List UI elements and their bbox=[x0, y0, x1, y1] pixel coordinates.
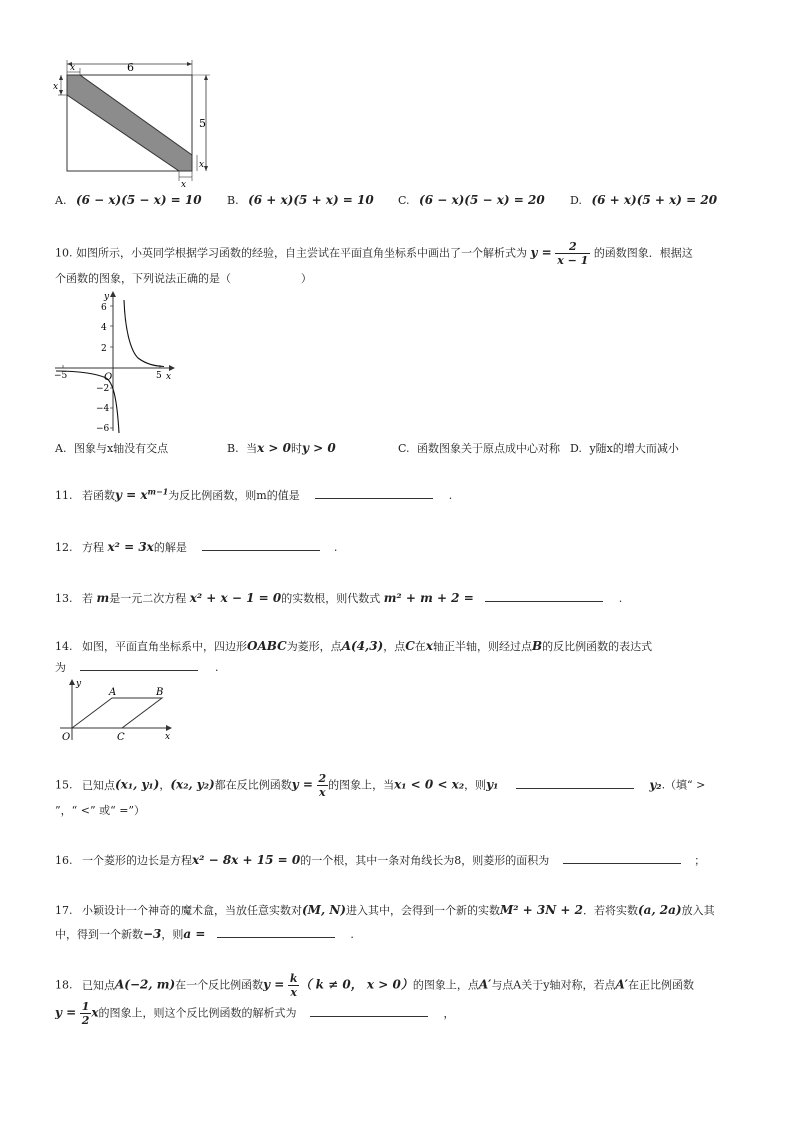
fraction: $\frac{k}{x}$ bbox=[289, 972, 298, 999]
option-text: 时 bbox=[291, 442, 303, 455]
formula: (a, 2a) bbox=[638, 903, 682, 917]
point-o-label: O bbox=[62, 732, 71, 743]
question-text: 轴正半轴，则经过点 bbox=[432, 640, 532, 653]
q15-line2: ”，“ <” 或“ =”） bbox=[55, 804, 146, 817]
label-x-top: x bbox=[70, 63, 76, 73]
period: . bbox=[448, 489, 453, 502]
formula: y₂ bbox=[649, 777, 662, 792]
q17-line1 bbox=[55, 902, 715, 918]
q14-line2 bbox=[55, 658, 219, 675]
q13 bbox=[55, 589, 622, 606]
question-text: .（填“ > bbox=[661, 778, 706, 792]
formula: A′ bbox=[615, 977, 628, 992]
q16 bbox=[55, 851, 705, 868]
period: . bbox=[350, 928, 354, 941]
formula: (M, N) bbox=[302, 903, 346, 917]
formula: m² + m + 2 = bbox=[383, 591, 474, 605]
period: . bbox=[618, 592, 623, 605]
question-text: 的函数图象．根据这 bbox=[593, 246, 693, 260]
q9-option-d[interactable] bbox=[570, 193, 717, 207]
question-text: 为菱形，点 bbox=[286, 640, 342, 653]
question-text: 放入其 bbox=[681, 904, 715, 917]
q14-rhombus-figure bbox=[55, 676, 180, 744]
x-axis-label: x bbox=[166, 372, 172, 382]
period: ， bbox=[443, 1006, 455, 1020]
curve-right-branch bbox=[124, 300, 164, 367]
formula: y = x bbox=[115, 488, 148, 502]
question-number: 16. bbox=[55, 854, 73, 867]
fraction: $\frac{2}{x}$ bbox=[318, 772, 327, 799]
formula: y = bbox=[55, 1005, 77, 1020]
question-text: 为 bbox=[55, 661, 66, 674]
q15-line1 bbox=[55, 772, 705, 799]
label-x-bottom: x bbox=[181, 180, 187, 190]
formula: m bbox=[96, 591, 110, 605]
option-expr: (6 − x)(5 − x) = 10 bbox=[75, 193, 202, 207]
answer-blank[interactable] bbox=[516, 776, 634, 789]
y-axis-label: y bbox=[76, 679, 82, 689]
y-tick: 4 bbox=[101, 323, 107, 333]
y-axis-label: y bbox=[104, 292, 110, 302]
y-tick: −6 bbox=[96, 424, 110, 434]
option-expr: (6 − x)(5 − x) = 20 bbox=[419, 193, 545, 207]
question-text: 的图象上，则这个反比例函数的解析式为 bbox=[98, 1006, 297, 1020]
q9-option-b[interactable] bbox=[227, 193, 374, 207]
option-letter: B. bbox=[227, 442, 239, 455]
option-letter: C. bbox=[398, 442, 410, 455]
y-tick: −2 bbox=[96, 384, 110, 394]
formula: y > 0 bbox=[302, 441, 336, 455]
answer-blank[interactable] bbox=[315, 486, 433, 499]
q12 bbox=[55, 538, 337, 555]
formula: B bbox=[531, 639, 543, 653]
question-text: 与点A关于y轴对称，若点 bbox=[491, 978, 616, 992]
answer-blank[interactable] bbox=[485, 589, 603, 602]
period: ； bbox=[694, 854, 706, 867]
period: . bbox=[333, 541, 338, 554]
formula: M² + 3N + 2 bbox=[499, 903, 583, 917]
formula: −3 bbox=[143, 927, 162, 941]
x-tick: 5 bbox=[156, 371, 162, 381]
answer-blank[interactable] bbox=[80, 658, 198, 671]
exponent: m−1 bbox=[147, 486, 169, 497]
formula: （ k ≠ 0， x > 0） bbox=[299, 977, 413, 992]
formula: y = bbox=[530, 245, 552, 260]
q18-line2 bbox=[55, 1000, 455, 1027]
question-text: 如图，平面直角坐标系中，四边形 bbox=[82, 640, 247, 653]
question-number: 18. bbox=[55, 978, 73, 992]
formula: (x₂, y₂) bbox=[170, 777, 215, 792]
q17-line2 bbox=[55, 925, 354, 942]
formula: x bbox=[91, 1005, 99, 1020]
formula: x₁ < 0 < x₂ bbox=[394, 777, 465, 792]
option-text: 当 bbox=[246, 442, 258, 455]
q10-line2: 个函数的图象，下列说法正确的是（ ） bbox=[55, 272, 312, 285]
question-number: 17. bbox=[55, 904, 73, 917]
question-text: 的一个根，其中一条对角线长为8，则菱形的面积为 bbox=[300, 854, 550, 867]
q10-option-b[interactable] bbox=[227, 440, 336, 456]
question-number: 10. bbox=[55, 246, 73, 260]
formula: A(−2, m) bbox=[115, 977, 176, 992]
formula: x bbox=[425, 639, 433, 653]
q9-option-c[interactable] bbox=[398, 193, 545, 207]
answer-blank[interactable] bbox=[217, 925, 335, 938]
formula: x > 0 bbox=[257, 441, 292, 455]
y-tick: −4 bbox=[96, 404, 110, 414]
question-text: ．若将实数 bbox=[583, 904, 638, 917]
option-expr: (6 + x)(5 + x) = 10 bbox=[248, 193, 374, 207]
question-text: 的图象上，当 bbox=[328, 778, 395, 792]
question-number: 13. bbox=[55, 592, 73, 605]
fraction: $\frac{1}{2}$ bbox=[81, 1000, 90, 1027]
q14-line1 bbox=[55, 638, 652, 654]
q18-line1 bbox=[55, 972, 694, 999]
formula: y = bbox=[291, 777, 313, 792]
question-number: 14. bbox=[55, 640, 73, 653]
option-letter: B. bbox=[227, 194, 239, 207]
question-text: 的图象上，点 bbox=[412, 978, 479, 992]
y-tick: 2 bbox=[101, 344, 107, 354]
question-text: 的解是 bbox=[153, 541, 187, 554]
question-text: 若 bbox=[82, 592, 93, 605]
formula: y₁ bbox=[486, 777, 499, 792]
label-5: 5 bbox=[199, 117, 206, 130]
point-a-label: A bbox=[109, 687, 117, 698]
question-text: 都在反比例函数 bbox=[214, 778, 292, 792]
point-c-label: C bbox=[117, 732, 125, 743]
shaded-band bbox=[67, 75, 192, 171]
option-text: y随x的增大而减小 bbox=[589, 442, 679, 455]
option-letter: D. bbox=[570, 442, 582, 455]
formula: A(4,3) bbox=[341, 639, 384, 653]
formula: A′ bbox=[478, 977, 492, 992]
question-text: 的反比例函数的表达式 bbox=[542, 640, 653, 653]
q10-option-c[interactable] bbox=[398, 440, 560, 456]
point-b-label: B bbox=[156, 687, 164, 698]
question-text: 已知点 bbox=[82, 778, 115, 792]
question-text: 在正比例函数 bbox=[627, 978, 694, 992]
question-text: 小颖设计一个神奇的魔术盒，当放任意实数对 bbox=[82, 904, 302, 917]
q10-function-graph bbox=[50, 288, 180, 436]
answer-blank[interactable] bbox=[310, 1004, 428, 1017]
q10-option-a[interactable] bbox=[55, 440, 168, 456]
question-text: 已知点 bbox=[82, 978, 115, 992]
question-text: ，则 bbox=[464, 778, 487, 792]
rhombus-oabc bbox=[72, 698, 162, 728]
formula: x² + x − 1 = 0 bbox=[189, 591, 282, 605]
q9-option-a[interactable] bbox=[55, 193, 202, 207]
formula: x² − 8x + 15 = 0 bbox=[192, 853, 301, 867]
answer-blank[interactable] bbox=[563, 851, 681, 864]
question-text: 如图所示，小英同学根据学习函数的经验，自主尝试在平面直角坐标系中画出了一个解析式为 bbox=[76, 246, 527, 260]
q10-option-d[interactable] bbox=[570, 440, 679, 456]
question-text: ，则 bbox=[161, 928, 184, 941]
question-text: 在 bbox=[414, 640, 426, 653]
question-text: 进入其中，会得到一个新的实数 bbox=[345, 904, 500, 917]
q11 bbox=[55, 486, 452, 503]
question-text: ，点 bbox=[383, 640, 406, 653]
question-text: 一个菱形的边长是方程 bbox=[82, 854, 192, 867]
formula: y = bbox=[263, 977, 285, 992]
label-x-right: x bbox=[199, 160, 205, 170]
option-text: 图象与x轴没有交点 bbox=[73, 442, 169, 455]
formula: OABC bbox=[247, 639, 287, 653]
y-tick: 6 bbox=[101, 303, 107, 313]
origin-label: O bbox=[104, 372, 113, 383]
option-expr: (6 + x)(5 + x) = 20 bbox=[591, 193, 718, 207]
option-letter: D. bbox=[570, 194, 582, 207]
formula: x² = 3x bbox=[107, 540, 154, 554]
period: . bbox=[215, 661, 219, 674]
q9-rectangle-figure bbox=[50, 55, 220, 190]
answer-blank[interactable] bbox=[202, 538, 320, 551]
question-text: 在一个反比例函数 bbox=[175, 978, 264, 992]
x-axis-label: x bbox=[165, 732, 171, 742]
question-text: 为反比例函数，则m的值是 bbox=[168, 489, 300, 502]
question-number: 11. bbox=[55, 489, 73, 502]
option-text: 函数图象关于原点成中心对称 bbox=[417, 442, 561, 455]
fraction: $\frac{2}{x - 1}$ bbox=[557, 240, 589, 267]
question-number: 12. bbox=[55, 541, 73, 554]
question-text: 中，得到一个新数 bbox=[55, 928, 143, 941]
x-tick: −5 bbox=[54, 371, 68, 381]
question-text: 的实数根，则代数式 bbox=[281, 592, 381, 605]
question-number: 15. bbox=[55, 778, 73, 792]
formula: C bbox=[405, 639, 415, 653]
formula: (x₁, y₁) bbox=[115, 777, 160, 792]
separator: ， bbox=[159, 778, 171, 792]
label-x-left: x bbox=[53, 82, 59, 92]
formula: a = bbox=[183, 927, 206, 941]
option-letter: C. bbox=[398, 194, 410, 207]
question-text: 是一元二次方程 bbox=[109, 592, 187, 605]
q10-line1 bbox=[55, 240, 693, 267]
option-letter: A. bbox=[55, 194, 67, 207]
option-letter: A. bbox=[55, 442, 67, 455]
question-text: 若函数 bbox=[82, 489, 115, 502]
question-text: 方程 bbox=[82, 541, 104, 554]
label-6: 6 bbox=[127, 61, 134, 74]
